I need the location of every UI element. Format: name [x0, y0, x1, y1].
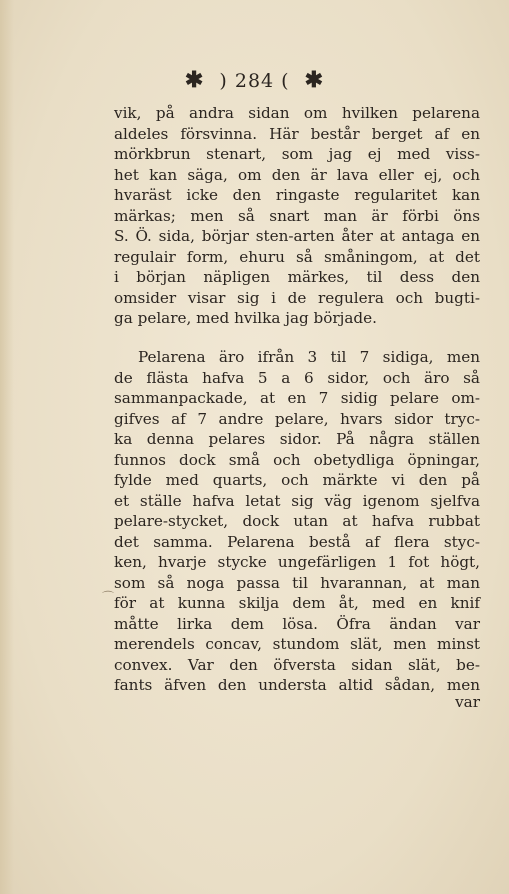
text-line: märkas; men så snart man är förbi öns [114, 206, 480, 225]
text-line: het kan säga, om den är lava eller ej, och [114, 165, 480, 184]
text-line: gifves af 7 andre pelare, hvars sidor tryc- [114, 409, 480, 428]
page-header [0, 68, 509, 93]
text-line: pelare-stycket, dock utan at hafva rubbat [114, 512, 480, 530]
page-number: ) 284 ( [219, 70, 290, 92]
text-line: vik, på andra sidan om hvilken pelarena [114, 104, 480, 122]
text-line: merendels concav, stundom slät, men minst [114, 635, 480, 653]
text-line: mörkbrun stenart, som jag ej med viss- [114, 145, 480, 163]
paragraph-1 [114, 103, 480, 329]
text-line: S. Ö. sida, börjar sten-arten åter at antaga en [114, 227, 480, 245]
left-ornament-icon: ✱ [184, 67, 205, 93]
text-line: funnos dock små och obetydliga öpningar, [114, 450, 480, 469]
text-line: fants äfven den understa altid sådan, men [114, 676, 480, 694]
text-line: omsider visar sig i de regulera och bugti- [114, 288, 480, 307]
text-line: ga pelare, med hvilka jag började. [114, 309, 377, 327]
text-line: i början näpligen märkes, til dess den [114, 268, 480, 286]
margin-mark-icon: ⌒ [102, 590, 115, 604]
text-line: det samma. Pelarena bestå af flera styc- [114, 532, 480, 551]
text-line: Pelarena äro ifrån 3 til 7 sidiga, men [138, 348, 480, 366]
text-line: convex. Var den öfversta sidan slät, be- [114, 655, 480, 674]
page-gutter-shadow [0, 0, 14, 894]
catchword: var [455, 693, 480, 711]
text-line: regulair form, ehuru så småningom, at det [114, 247, 480, 266]
text-line: hvaräst icke den ringaste regularitet kan [114, 186, 480, 204]
text-line: sammanpackade, at en 7 sidig pelare om- [114, 389, 480, 407]
text-line: de flästa hafva 5 a 6 sidor, och äro så [114, 368, 480, 387]
text-line: fylde med quarts, och märkte vi den på [114, 471, 480, 489]
text-line: aldeles försvinna. Här består berget af en [114, 124, 480, 143]
text-line: för at kunna skilja dem åt, med en knif [114, 594, 480, 612]
text-line: måtte lirka dem lösa. Öfra ändan var [114, 614, 480, 633]
right-ornament-icon: ✱ [304, 67, 325, 93]
text-line: som så noga passa til hvarannan, at man [114, 573, 480, 592]
text-line: ka denna pelares sidor. På några ställen [114, 430, 480, 448]
paragraph-2 [114, 347, 480, 696]
text-line: et ställe hafva letat sig väg igenom sjelfva [114, 491, 480, 510]
text-line: ken, hvarje stycke ungefärligen 1 fot högt, [114, 553, 480, 571]
